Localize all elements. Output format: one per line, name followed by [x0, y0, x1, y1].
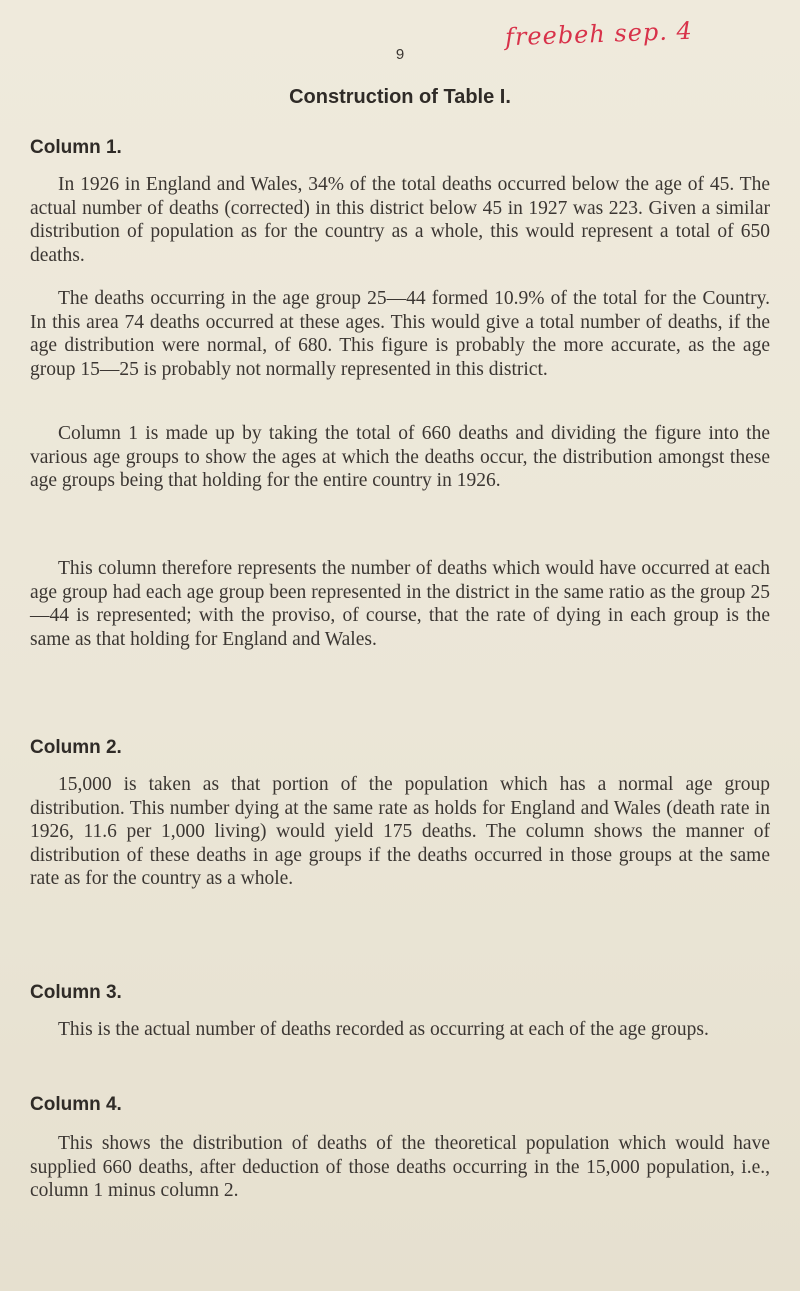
paragraph: 15,000 is taken as that portion of the population which has a normal age group distribution. This number dying at the same rate as holds for England and Wales (death rate in 1926, 11.6 per 1,000 living) would yield 175 deaths. The column shows the manner of distribution of these deaths in age groups if the deaths occurred in those groups at the same rate as for the country as a whole.	[30, 774, 770, 890]
paragraph: This is the actual number of deaths recorded as occurring at each of the age groups.	[58, 1019, 709, 1040]
paragraph: This shows the distribution of deaths of the theoretical population which would have supplied 660 deaths, after deduction of those deaths occurring in the 15,000 population, i.e., column 1 minus column 2.	[30, 1133, 770, 1202]
paragraph: This column therefore represents the number of deaths which would have occurred at each age group had each age group been represented in the district in the same ratio as the group 25—44 is represented; with the proviso, of course, that the rate of dying in each group is the same as that holding for England and Wales.	[30, 558, 770, 650]
section-heading: Column 3.	[30, 982, 122, 1003]
section-column-3	[30, 982, 770, 1040]
paragraph: Column 1 is made up by taking the total of 660 deaths and dividing the figure into the various age groups to show the ages at which the deaths occur, the distribution amongst these age groups being that holding for the entire country in 1926.	[30, 423, 770, 492]
section-column-4	[30, 1094, 770, 1202]
section-heading: Column 1.	[30, 137, 122, 158]
section-column-1	[30, 137, 770, 650]
handwritten-annotation: freebeh sep. 4	[504, 16, 694, 52]
section-heading: Column 4.	[30, 1094, 122, 1115]
page-title: Construction of Table I.	[289, 86, 511, 108]
page-number: 9	[395, 46, 405, 63]
paragraph: The deaths occurring in the age group 25—44 formed 10.9% of the total for the Country. In this area 74 deaths occurred at these ages. This would give a total number of deaths, if the age distribution were normal, of 680. This figure is probably the more accurate, as the age group 15—25 is probably not normally represented in this district.	[30, 288, 770, 380]
paragraph: In 1926 in England and Wales, 34% of the total deaths occurred below the age of 45. The actual number of deaths (corrected) in this district below 45 in 1927 was 223. Given a similar distribution of population as for the country as a whole, this would represent a total of 650 deaths.	[30, 174, 770, 266]
section-column-2	[30, 737, 770, 890]
section-heading: Column 2.	[30, 737, 122, 758]
